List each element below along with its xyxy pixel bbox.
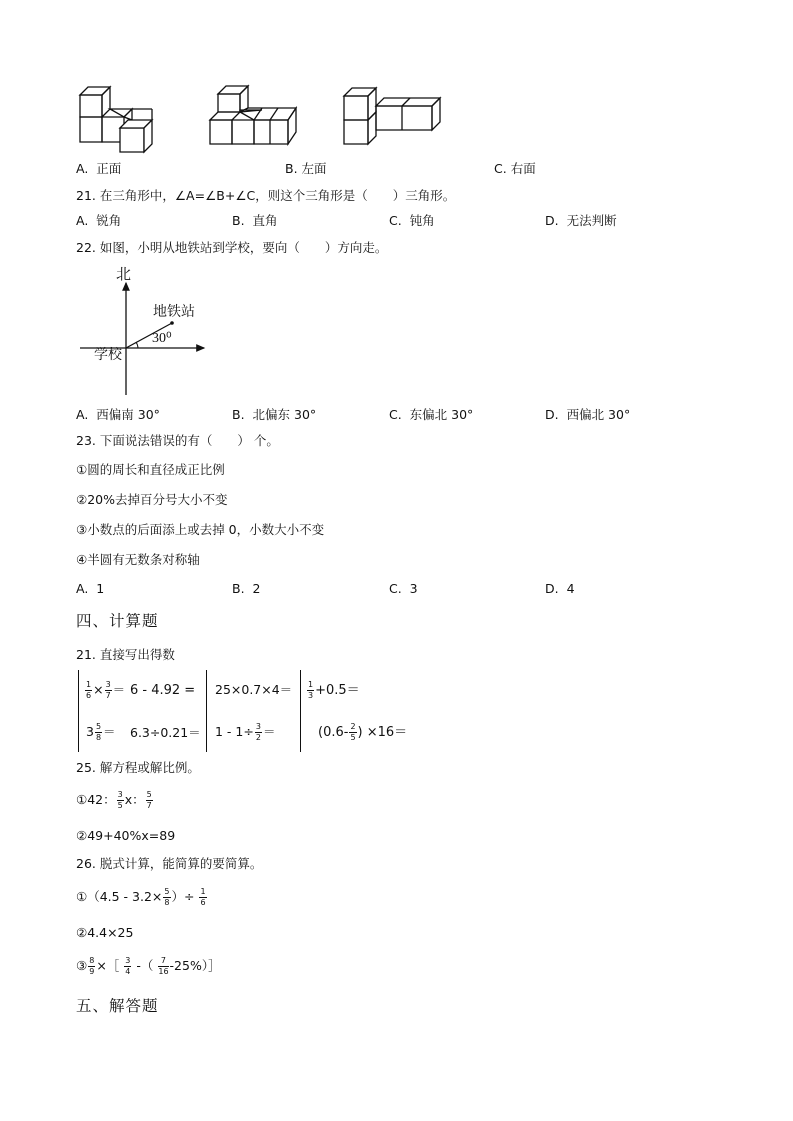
fraction: $\frac{5}{8}$ [95, 722, 102, 742]
question-21: 21. 在三角形中，∠A=∠B+∠C，则这个三角形是（ ）三角形。 [76, 188, 456, 203]
question-26: 26. 脱式计算，能简算的要简算。 [76, 856, 263, 871]
school-label: 学校 [94, 347, 122, 363]
q22-option-d: D. 西偏北 30° [545, 407, 631, 422]
calc-r1-c3: 25×0.7×4＝ [215, 682, 293, 697]
table-divider-right [300, 670, 301, 752]
q23-option-c: C. 3 [389, 581, 418, 596]
q22-option-c: C. 东偏北 30° [389, 407, 474, 422]
fraction: $\frac{3}{7}$ [105, 680, 111, 700]
q21-option-d: D. 无法判断 [545, 213, 617, 228]
equation-2: ②49+40%x=89 [76, 828, 176, 843]
q23-option-b: B. 2 [232, 581, 261, 596]
q22-option-a: A. 西偏南 30° [76, 407, 160, 422]
calc-r2-c4: (0.6- $\frac{2}{5}$ ) ×16＝ [318, 722, 408, 742]
calc-r1-c1: $\frac{1}{6}$ × $\frac{3}{7}$ ＝ [86, 680, 126, 700]
statement-1: ①圆的周长和直径成正比例 [76, 462, 225, 477]
calc-r2-c2: 6.3÷0.21＝ [130, 725, 201, 740]
q21-option-b: B. 直角 [232, 213, 278, 228]
fraction: $\frac{3}{2}$ [255, 722, 261, 742]
fraction: $\frac{1}{6}$ [200, 887, 206, 907]
calc-r1-c4: $\frac{1}{3}$ +0.5＝ [308, 680, 360, 700]
fraction: $\frac{5}{7}$ [146, 790, 152, 810]
cube-figure-front [72, 80, 172, 150]
fraction: $\frac{3}{4}$ [125, 956, 131, 976]
expression-2: ②4.4×25 [76, 925, 134, 940]
calc-r1-c2: 6 - 4.92 = [130, 683, 196, 698]
calc-r2-c1: 3 $\frac{5}{8}$ ＝ [86, 722, 116, 742]
cube-figure-left [202, 80, 312, 150]
q23-option-d: D. 4 [545, 581, 575, 596]
equation-1: ①42： $\frac{3}{5}$ x： $\frac{5}{7}$ [76, 790, 152, 810]
question-25: 25. 解方程或解比例。 [76, 760, 200, 775]
fraction: $\frac{5}{8}$ [164, 887, 170, 907]
station-point [170, 321, 174, 325]
calc-r2-c3: 1 - 1÷ $\frac{3}{2}$ ＝ [215, 722, 276, 742]
angle-label: 30⁰ [152, 331, 172, 346]
q22-option-b: B. 北偏东 30° [232, 407, 317, 422]
fraction: $\frac{1}{3}$ [308, 680, 314, 700]
north-label: 北 [116, 265, 132, 283]
statement-4: ④半圆有无数条对称轴 [76, 552, 200, 567]
cube-figure-right [340, 80, 450, 150]
table-divider-mid [206, 670, 207, 752]
question-22: 22. 如图，小明从地铁站到学校，要向（ ）方向走。 [76, 240, 388, 255]
q21-option-c: C. 钝角 [389, 213, 435, 228]
question-23: 23. 下面说法错误的有（ ） 个。 [76, 433, 279, 448]
expression-1: ①（4.5 - 3.2× $\frac{5}{8}$ ）÷ $\frac{1}{6}$ [76, 887, 206, 907]
q23-option-a: A. 1 [76, 581, 105, 596]
option-b: B. 左面 [285, 161, 327, 176]
statement-3: ③小数点的后面添上或去掉 0，小数大小不变 [76, 522, 325, 537]
question-24: 21. 直接写出得数 [76, 647, 175, 662]
q21-option-a: A. 锐角 [76, 213, 122, 228]
table-divider-left [78, 670, 79, 752]
expression-3: ③ $\frac{8}{9}$ ×［ $\frac{3}{4}$ -（ $\frac{7}{16}$ -25%）］ [76, 956, 221, 976]
station-label: 地铁站 [153, 304, 195, 320]
fraction: $\frac{1}{6}$ [86, 680, 92, 700]
fraction: $\frac{7}{16}$ [158, 956, 169, 976]
direction-diagram [76, 263, 216, 398]
option-c: C. 右面 [494, 161, 536, 176]
option-a: A. 正面 [76, 161, 122, 176]
angle-arc [136, 342, 138, 348]
statement-2: ②20%去掉百分号大小不变 [76, 492, 228, 507]
fraction: $\frac{3}{5}$ [117, 790, 123, 810]
fraction: $\frac{2}{5}$ [350, 722, 356, 742]
section-5-heading: 五、解答题 [76, 997, 159, 1015]
section-4-heading: 四、计算题 [76, 612, 159, 630]
fraction: $\frac{8}{9}$ [89, 956, 95, 976]
